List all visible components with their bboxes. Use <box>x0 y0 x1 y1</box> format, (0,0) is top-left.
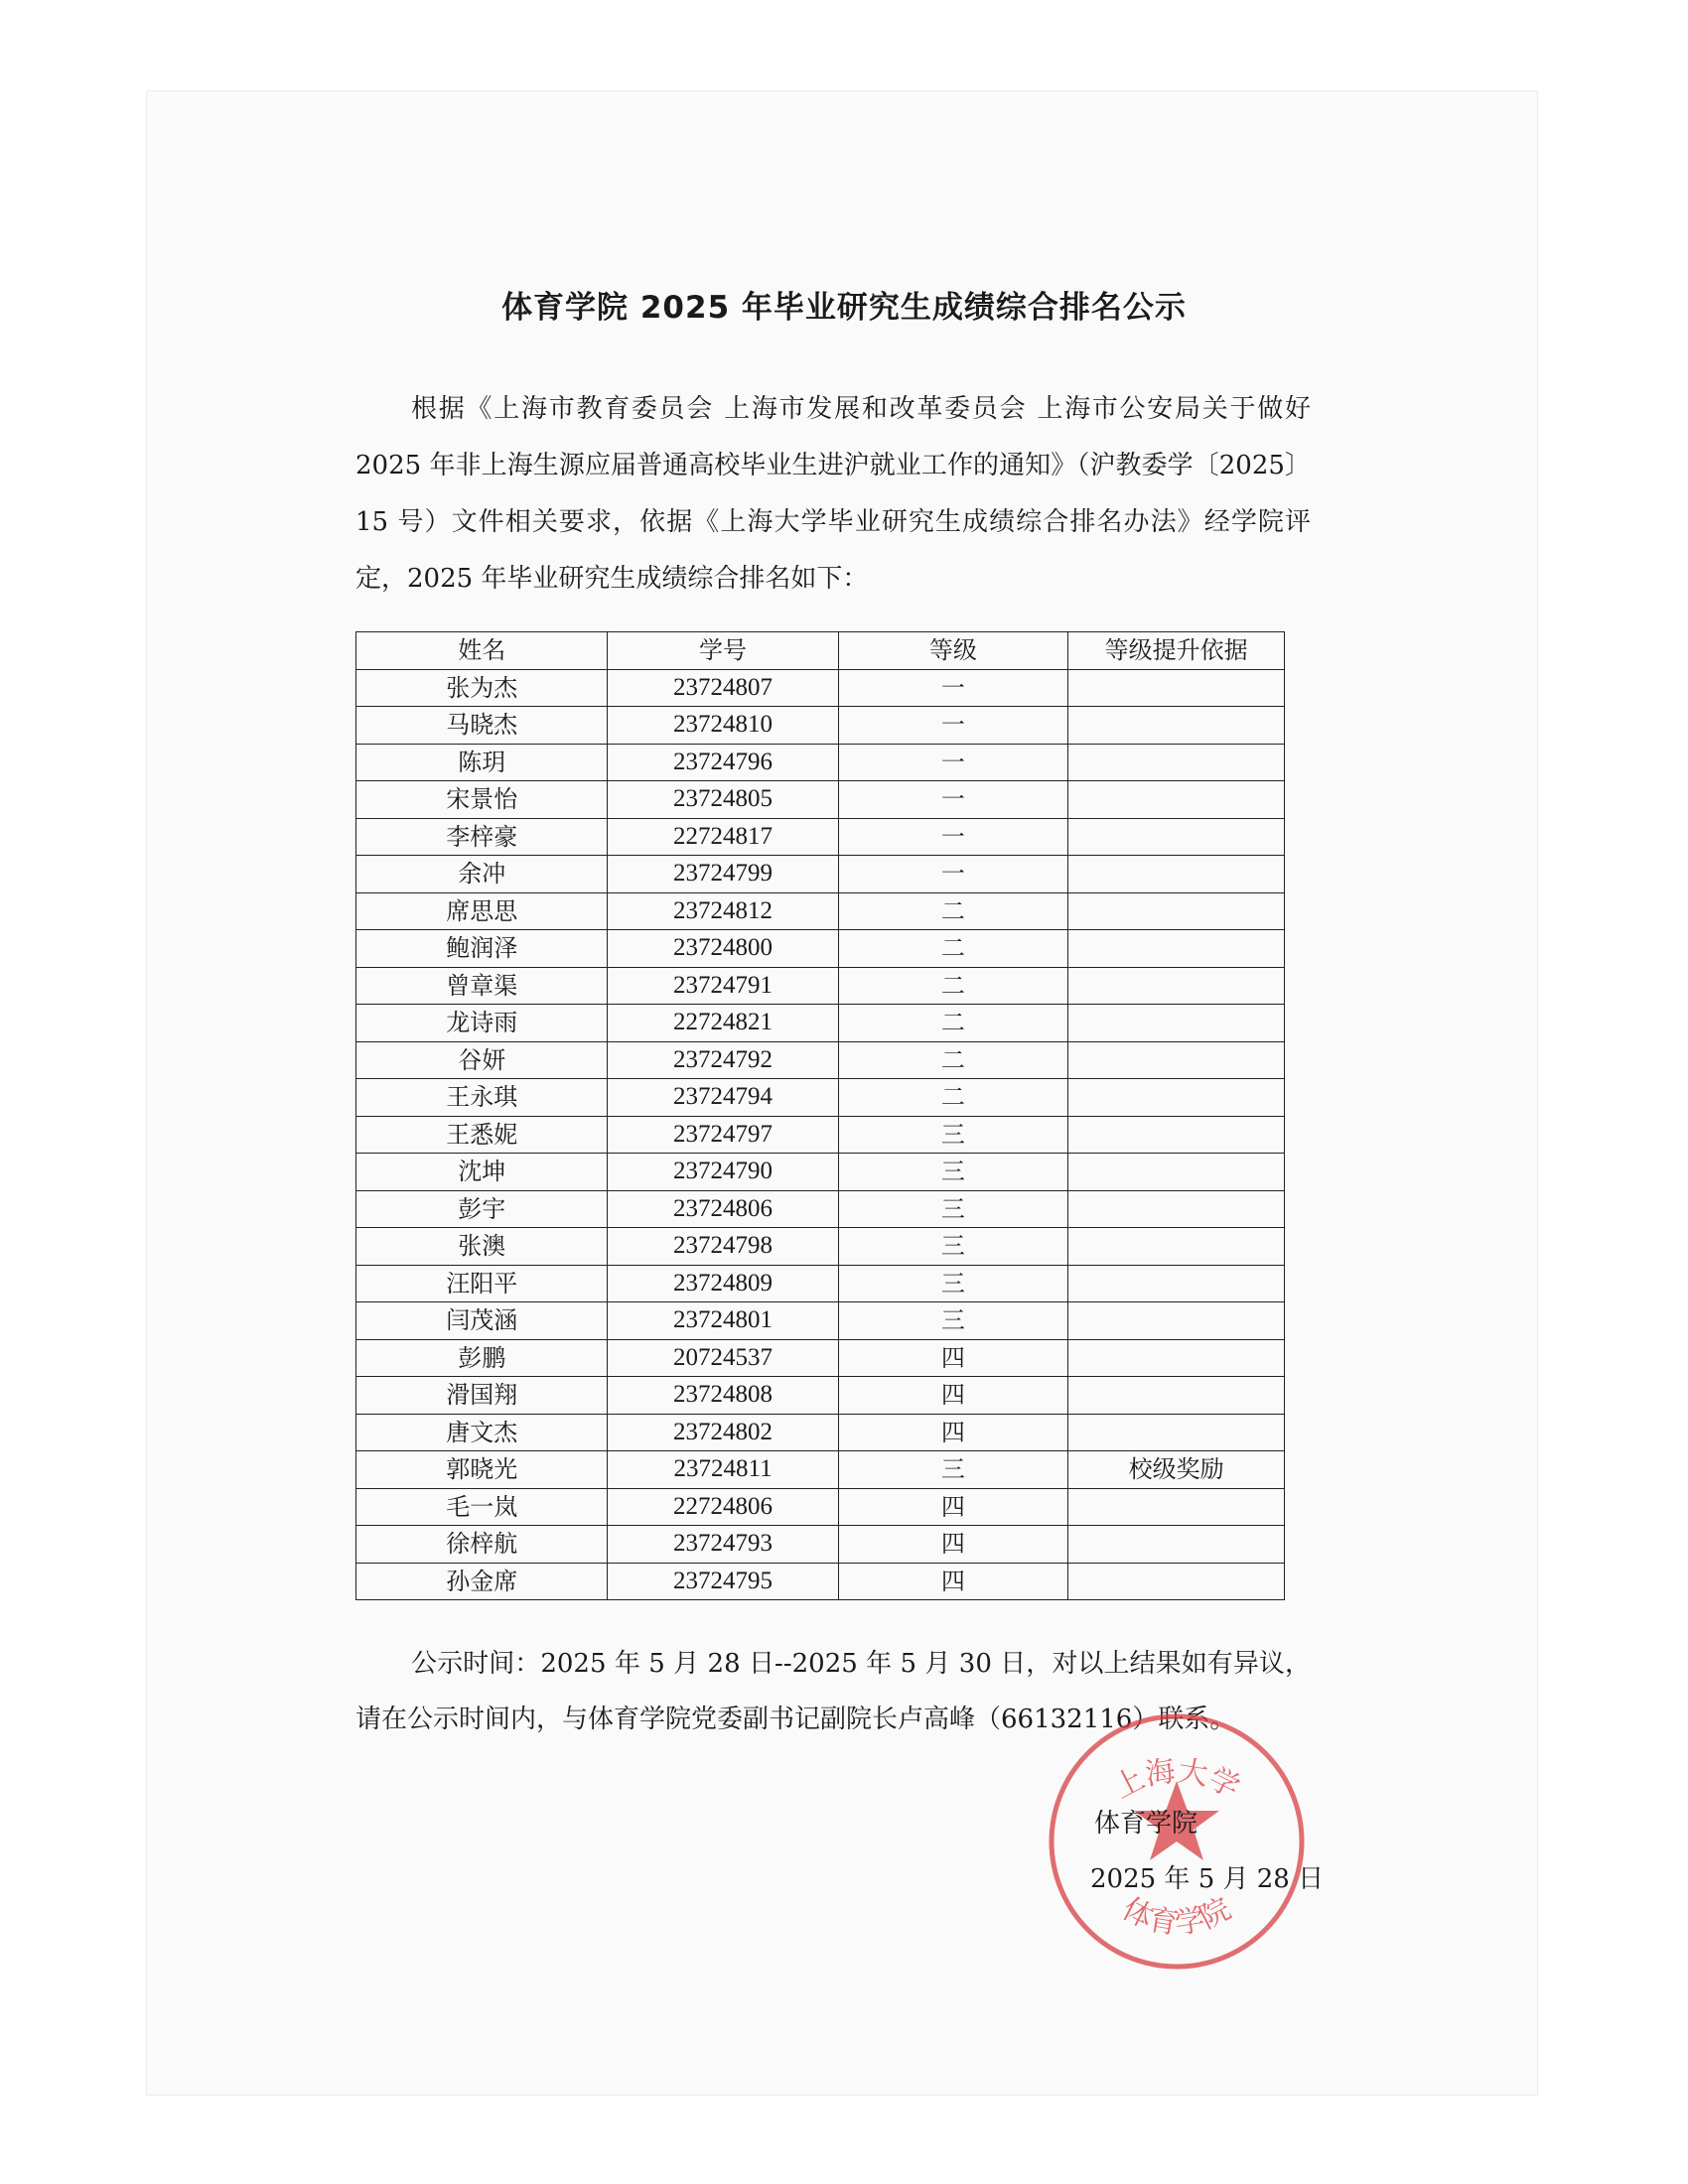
header-student-id: 学号 <box>608 632 838 670</box>
cell-student-id: 23724794 <box>608 1079 838 1117</box>
table-row <box>356 1339 1285 1377</box>
cell-upgrade-basis <box>1068 1377 1285 1415</box>
cell-upgrade-basis <box>1068 1190 1285 1228</box>
table-row <box>356 1265 1285 1302</box>
cell-student-id: 23724810 <box>608 707 838 745</box>
cell-grade: 一 <box>838 856 1068 893</box>
cell-name: 王悉妮 <box>356 1116 608 1154</box>
cell-name: 彭鹏 <box>356 1339 608 1377</box>
table-row <box>356 856 1285 893</box>
cell-grade: 四 <box>838 1377 1068 1415</box>
cell-student-id: 23724796 <box>608 744 838 781</box>
cell-student-id: 23724812 <box>608 892 838 930</box>
cell-name: 余冲 <box>356 856 608 893</box>
cell-student-id: 23724798 <box>608 1228 838 1266</box>
page-title: 体育学院 2025 年毕业研究生成绩综合排名公示 <box>501 290 1187 326</box>
cell-name: 鲍润泽 <box>356 930 608 968</box>
table-row <box>356 1154 1285 1191</box>
cell-student-id: 23724797 <box>608 1116 838 1154</box>
cell-upgrade-basis <box>1068 1041 1285 1079</box>
cell-upgrade-basis <box>1068 669 1285 707</box>
table-row <box>356 1079 1285 1117</box>
table-row <box>356 1377 1285 1415</box>
cell-student-id: 23724811 <box>608 1451 838 1489</box>
cell-upgrade-basis <box>1068 892 1285 930</box>
cell-student-id: 23724802 <box>608 1414 838 1451</box>
cell-name: 曾章渠 <box>356 967 608 1005</box>
cell-upgrade-basis <box>1068 1302 1285 1340</box>
cell-grade: 一 <box>838 781 1068 819</box>
cell-name: 闫茂涵 <box>356 1302 608 1340</box>
table-row <box>356 1451 1285 1489</box>
cell-student-id: 23724792 <box>608 1041 838 1079</box>
cell-grade: 一 <box>838 744 1068 781</box>
cell-student-id: 23724799 <box>608 856 838 893</box>
table-row <box>356 1116 1285 1154</box>
cell-student-id: 22724821 <box>608 1005 838 1042</box>
cell-name: 龙诗雨 <box>356 1005 608 1042</box>
signature-date: 2025 年 5 月 28 日 <box>1090 1864 1325 1894</box>
table-row <box>356 930 1285 968</box>
cell-grade: 一 <box>838 818 1068 856</box>
table-row <box>356 1041 1285 1079</box>
cell-upgrade-basis <box>1068 1339 1285 1377</box>
cell-name: 宋景怡 <box>356 781 608 819</box>
table-row <box>356 1005 1285 1042</box>
cell-upgrade-basis <box>1068 1563 1285 1600</box>
cell-grade: 三 <box>838 1302 1068 1340</box>
cell-upgrade-basis <box>1068 818 1285 856</box>
cell-grade: 四 <box>838 1563 1068 1600</box>
seal-text-top: 上海大学 <box>1107 1753 1246 1806</box>
cell-grade: 三 <box>838 1154 1068 1191</box>
cell-student-id: 23724793 <box>608 1526 838 1564</box>
cell-student-id: 23724790 <box>608 1154 838 1191</box>
cell-grade: 三 <box>838 1190 1068 1228</box>
cell-name: 谷妍 <box>356 1041 608 1079</box>
cell-grade: 四 <box>838 1488 1068 1526</box>
table-row <box>356 1228 1285 1266</box>
header-name: 姓名 <box>356 632 608 670</box>
cell-name: 沈坤 <box>356 1154 608 1191</box>
header-upgrade-basis: 等级提升依据 <box>1068 632 1285 670</box>
cell-upgrade-basis <box>1068 744 1285 781</box>
cell-grade: 二 <box>838 1079 1068 1117</box>
cell-name: 马晓杰 <box>356 707 608 745</box>
table-row <box>356 1563 1285 1600</box>
cell-name: 孙金席 <box>356 1563 608 1600</box>
cell-upgrade-basis: 校级奖励 <box>1068 1451 1285 1489</box>
header-grade: 等级 <box>838 632 1068 670</box>
table-row <box>356 818 1285 856</box>
cell-grade: 三 <box>838 1116 1068 1154</box>
cell-grade: 四 <box>838 1526 1068 1564</box>
table-row <box>356 1488 1285 1526</box>
cell-student-id: 23724808 <box>608 1377 838 1415</box>
cell-upgrade-basis <box>1068 1154 1285 1191</box>
cell-student-id: 23724805 <box>608 781 838 819</box>
cell-name: 彭宇 <box>356 1190 608 1228</box>
cell-student-id: 23724791 <box>608 967 838 1005</box>
cell-student-id: 23724807 <box>608 669 838 707</box>
cell-student-id: 22724817 <box>608 818 838 856</box>
table-header-row <box>356 632 1285 670</box>
cell-grade: 一 <box>838 707 1068 745</box>
cell-upgrade-basis <box>1068 1116 1285 1154</box>
cell-upgrade-basis <box>1068 856 1285 893</box>
table-row <box>356 744 1285 781</box>
cell-upgrade-basis <box>1068 1228 1285 1266</box>
cell-upgrade-basis <box>1068 1526 1285 1564</box>
cell-name: 徐梓航 <box>356 1526 608 1564</box>
cell-name: 席思思 <box>356 892 608 930</box>
table-row <box>356 1526 1285 1564</box>
cell-name: 张为杰 <box>356 669 608 707</box>
table-row <box>356 892 1285 930</box>
cell-name: 王永琪 <box>356 1079 608 1117</box>
cell-grade: 一 <box>838 669 1068 707</box>
cell-student-id: 23724806 <box>608 1190 838 1228</box>
cell-grade: 二 <box>838 930 1068 968</box>
cell-grade: 二 <box>838 1041 1068 1079</box>
cell-grade: 三 <box>838 1228 1068 1266</box>
cell-grade: 三 <box>838 1451 1068 1489</box>
cell-grade: 二 <box>838 967 1068 1005</box>
cell-name: 张澳 <box>356 1228 608 1266</box>
cell-upgrade-basis <box>1068 1079 1285 1117</box>
cell-upgrade-basis <box>1068 1488 1285 1526</box>
table-row <box>356 1190 1285 1228</box>
ranking-table-body <box>356 669 1285 1600</box>
cell-name: 滑国翔 <box>356 1377 608 1415</box>
cell-upgrade-basis <box>1068 781 1285 819</box>
cell-student-id: 20724537 <box>608 1339 838 1377</box>
notice-paragraph: 公示时间：2025 年 5 月 28 日--2025 年 5 月 30 日，对以上结果如有异议，请在公示时间内，与体育学院党委副书记副院长卢高峰（66132116）联系。 <box>355 1649 1311 1734</box>
cell-grade: 二 <box>838 892 1068 930</box>
cell-upgrade-basis <box>1068 1414 1285 1451</box>
table-row <box>356 707 1285 745</box>
cell-upgrade-basis <box>1068 707 1285 745</box>
cell-name: 李梓豪 <box>356 818 608 856</box>
ranking-table <box>355 631 1285 1600</box>
cell-grade: 四 <box>838 1414 1068 1451</box>
cell-grade: 四 <box>838 1339 1068 1377</box>
cell-name: 汪阳平 <box>356 1265 608 1302</box>
cell-name: 毛一岚 <box>356 1488 608 1526</box>
table-row <box>356 967 1285 1005</box>
cell-upgrade-basis <box>1068 1005 1285 1042</box>
intro-paragraph: 根据《上海市教育委员会 上海市发展和改革委员会 上海市公安局关于做好 2025 年非上海生源应届普通高校毕业生进沪就业工作的通知》（沪教委学〔2025〕15 号）文件相关要求，依据《上海大学毕业研究生成绩综合排名办法》经学院评定，2025 年毕业研究生成绩综合排名如下： <box>355 394 1311 594</box>
cell-grade: 三 <box>838 1265 1068 1302</box>
cell-student-id: 23724800 <box>608 930 838 968</box>
cell-grade: 二 <box>838 1005 1068 1042</box>
cell-student-id: 23724809 <box>608 1265 838 1302</box>
official-seal <box>1043 1707 1311 1976</box>
cell-name: 陈玥 <box>356 744 608 781</box>
table-row <box>356 781 1285 819</box>
signature-org: 体育学院 <box>1094 1809 1198 1839</box>
cell-name: 郭晓光 <box>356 1451 608 1489</box>
cell-upgrade-basis <box>1068 967 1285 1005</box>
cell-student-id: 23724801 <box>608 1302 838 1340</box>
cell-student-id: 22724806 <box>608 1488 838 1526</box>
table-row <box>356 1302 1285 1340</box>
table-row <box>356 669 1285 707</box>
cell-name: 唐文杰 <box>356 1414 608 1451</box>
cell-student-id: 23724795 <box>608 1563 838 1600</box>
cell-upgrade-basis <box>1068 930 1285 968</box>
table-row <box>356 1414 1285 1451</box>
cell-upgrade-basis <box>1068 1265 1285 1302</box>
seal-text-bottom: 体育学院 <box>1116 1891 1237 1942</box>
